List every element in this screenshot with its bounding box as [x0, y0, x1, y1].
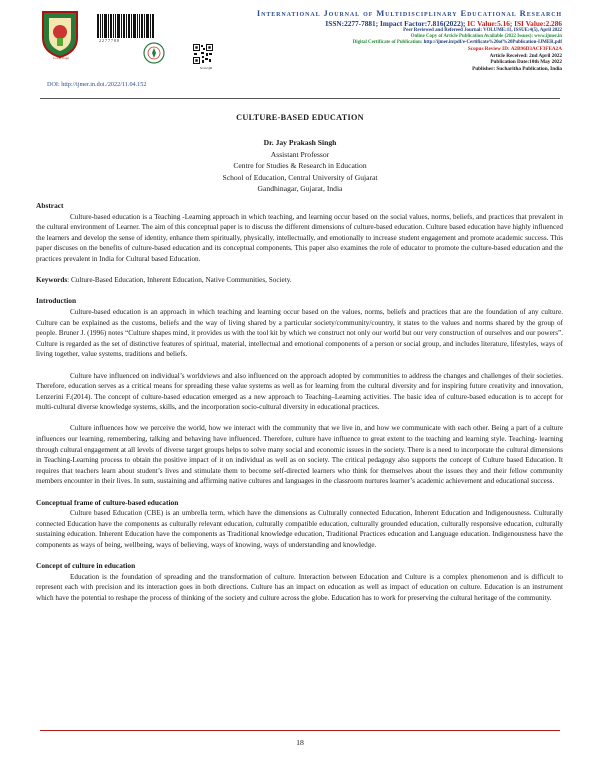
- logo-caption: Cover Page: [52, 56, 70, 60]
- barcode-number: 2277788: [99, 38, 120, 43]
- author-name: Dr. Jay Prakash Singh: [263, 138, 337, 147]
- issn-line: [207, 19, 562, 28]
- emblem-icon: [143, 42, 165, 64]
- footer-divider: [40, 730, 560, 731]
- publication-date: Publication Date:10th May 2022: [490, 59, 562, 66]
- digital-certificate-url[interactable]: http://ijmer.in/pdf/e-Certificate%20of%20Publication-IJMER.pdf: [423, 39, 562, 45]
- framework-text: Culture based Education (CBE) is an umbrella term, which have the dimensions as Culturally connected Education, Inherent Education and Indigenousness. Culturally connected Education have the components as culturally relevant education, culturally compatible education, culturally grounded education, culturally responsive education, culturally sustaining education. Inherent Education have the components as Traditional knowledge education, Traditional Practices education and Language education. Indigenousness have the components as ways of being, wellbeing, ways of believing, ways of knowing, ways of understanding and knowledge.: [36, 509, 563, 549]
- author-block: [0, 137, 600, 195]
- publisher: Publisher: Sucharitha Publication, India: [472, 65, 562, 72]
- author-school: School of Education, Central University of Gujarat: [222, 172, 378, 182]
- article-body: [36, 201, 563, 604]
- keywords-label: Keywords: [36, 276, 68, 285]
- framework-heading: Conceptual frame of culture-based education: [36, 497, 179, 507]
- doi-link[interactable]: DOI: http://ijmer.in.doi./2022/11.04.152: [47, 81, 147, 88]
- author-position: Assistant Professor: [270, 149, 330, 159]
- page-number: 18: [296, 738, 304, 747]
- author-centre: Centre for Studies & Research in Education: [233, 161, 367, 170]
- concept-text: Education is the foundation of spreading and the transformation of culture. Interaction between Education and Culture is a complex phenomenon and is difficult to represent each with precision and its interaction goes in both directions. Culture has an impact on education as well as impact of education on culture. Education is an instrument which have the potential to reshape the process of thinking of the society and culture across the globe. Education has to work for preserving the cultural heritage of the community.: [36, 572, 563, 602]
- impact-factor: Impact Factor:7.816(2022);: [379, 18, 466, 28]
- journal-header: [207, 8, 562, 72]
- keywords: [36, 275, 563, 286]
- ic-value: IC Value:5.16;: [467, 18, 513, 28]
- introduction-paragraph-1: Culture-based education is an approach in which teaching and learning occur based on the values, norms, beliefs and practices that are the foundation of any culture. Culture can be explained as the customs, beliefs and the way of living shared by a particular society/community/country, it states to the values and norms shared by the group of people. Bruner J. (1996) notes “Culture shapes mind, it provides us with the tool kit by which we construct not only our world but our very construction of ourselves and our powers”. Culture is regarded as the set of distinctive features of spiritual, material, intellectual and emotional components of a person or social group, and includes literature, lifestyles, ways of living together, value systems, traditions and beliefs.: [36, 307, 563, 359]
- author-location: Gandhinagar, Gujarat, India: [257, 184, 343, 193]
- issn-barcode: [97, 12, 157, 38]
- concept-heading: Concept of culture in education: [36, 561, 136, 571]
- header-divider: [40, 98, 560, 99]
- article-received: Article Received: 2nd April 2022: [489, 52, 562, 59]
- article-title: CULTURE-BASED EDUCATION: [236, 113, 364, 122]
- scopus-review-id: Scopus Review ID: A2B96D3ACF3FEA2A: [467, 46, 562, 53]
- introduction-paragraph-3: Culture influences how we perceive the world, how we interact with the community that we live in, and how we communicate with each other. Being a part of a culture influences our learning, remembering, talking and behaving have influenced. Therefore, culture have influence to great extent to the teaching and learning style. Teaching- learning through cultural engagement at all levels of diverse target groups helps to solve many social and economic issues in the society. There is a need to incorporate the cultural dimensions in Teaching-Learning process to obtain the positive impact of it on individual as well as on society. The critical pedagogy also supports the concept of Culture based Education. It requires that teachers learn about student’s lives and stimulate them to become self-directed learners who think for themselves about the issues they and their fellow community members encounter in their lives. In sum, sustaining and affirming native cultures and languages in the classroom nurtures learner’s academic achievement and educational success.: [36, 424, 563, 486]
- journal-title: International Journal of Multidisciplinary Educational Research: [256, 8, 562, 18]
- keywords-text: : Culture-Based Education, Inherent Education, Native Communities, Society.: [67, 276, 292, 285]
- digital-certificate-label: Digital Certificate of Publication:: [352, 39, 423, 45]
- abstract-text: Culture-based education is a Teaching -Learning approach in which teaching, and learning occur based on the social values, norms, beliefs, and practices that prevalent in the cultural environment of Learner. The aim of this conceptual paper is to discuss the different dimensions of culture-based education. Culture based education have highly influenced the learners and develop the sense of identity, enhance them spiritually, physically, intellectually, and emotionally to increase student engagement and promote academic success. This paper discuses on the benefits of culture-based education and its conceptual components. This paper also examines the role of educator to promote the culture-based education and the practices prevalent in India for Cultural based Education.: [36, 212, 563, 263]
- isi-value: ISI Value:2.286: [514, 18, 562, 28]
- qr-caption: Scan QR: [199, 66, 213, 70]
- online-copy-line: Online Copy of Article Publication Available (2022 Issues): www.ijmer.in: [410, 33, 562, 39]
- peer-review-line: Peer Reviewed and Refereed Journal: VOLUME:11, ISSUE:4(5), April 2022: [403, 27, 562, 33]
- issn: ISSN:2277-7881;: [325, 18, 379, 28]
- introduction-heading: Introduction: [36, 296, 77, 306]
- introduction-paragraph-2: Culture have influenced on individual’s worldviews and also influenced on the approach adopted by communities to address the changes and challenges of their societies. Therefore, education serves as a critical means for spreading these value systems as well as for learning from the cultural diversity and for inspiring future creativity and innovation, Lenzerini F.(2014). The concept of culture-based education emerged as a new approach to Teaching–Learning activities. The basic idea of culture-based education is to accept for multi-cultural diverse knowledge systems, skills, and the incorporation socio-cultural diversity in educational practices.: [36, 371, 563, 412]
- abstract-heading: Abstract: [36, 201, 64, 210]
- journal-logo-icon: [40, 8, 80, 58]
